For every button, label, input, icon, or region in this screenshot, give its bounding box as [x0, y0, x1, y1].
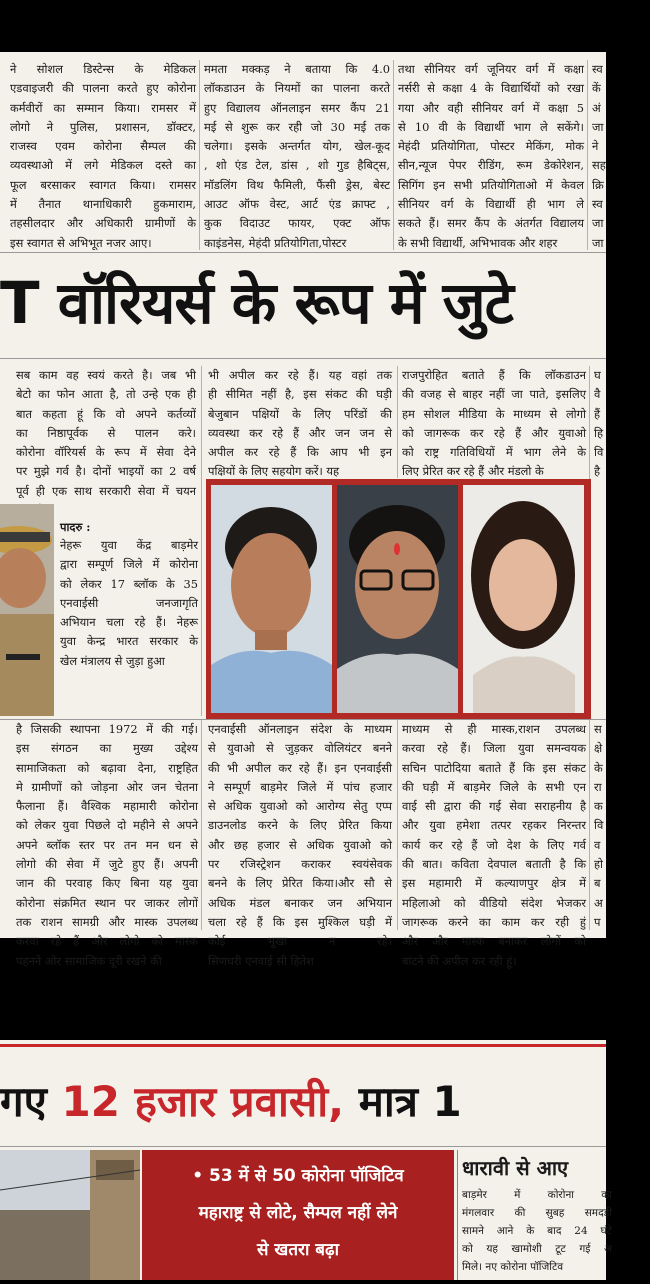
mid-col2-line: बेजुबान पक्षियों के लिए परिंडों की	[208, 406, 392, 421]
mid-col1-line: सब काम वह स्वयं करते है। जब भी	[16, 368, 196, 382]
top-column-1	[10, 60, 196, 252]
mid-column-4	[594, 366, 614, 484]
mid-col4-line: वि	[594, 445, 604, 460]
mid-col3-line: को जागरूक कर रहे हैं और युवाओ	[402, 425, 586, 440]
bottom-col3-line: जागरूक करने का काम कर रही हुं	[402, 914, 586, 929]
bottom-col4-line: के	[594, 760, 603, 775]
top-column-2	[204, 60, 390, 252]
police-officer-photo	[0, 504, 54, 716]
padru-label: पादरु :	[60, 520, 91, 534]
bottom-col2-line: सिणधरी एनवाई सी हितेश	[208, 953, 314, 968]
bottom-col1-line: सामाजिकता को बढ़ावा देना, राष्ट्रहित	[16, 760, 198, 775]
padru-line: नेहरू युवा केंद्र बाड़मेर	[60, 538, 198, 552]
padru-line: युवा केन्द्र भारत सरकार के	[60, 634, 198, 649]
mid-col1-line: का निष्ठापूर्वक से पालन करे।	[16, 425, 196, 440]
bottom-col3-line: की घड़ी में बाड़मेर जिले के सभी एन	[402, 779, 586, 794]
headline-suffix: मात्र 1	[358, 1077, 462, 1126]
bottom-col4-line: क	[594, 799, 603, 814]
top-col3-line: सिगिंग इन सभी प्रतियोगिताओ में केवल	[398, 177, 584, 192]
padru-line: खेल मंत्रालय से जुड़ा हुआ	[60, 653, 165, 668]
bottom-col3-line: इस महामारी में कल्याणपुर क्षेत्र में	[402, 876, 586, 891]
mid-col3-line: हम सोशल मीडिया के माध्यम से लोगो	[402, 406, 586, 421]
bottom-col4-line: हो	[594, 857, 603, 872]
top-col3-line: सीनियर वर्ग के विद्यार्थी ही भाग ले	[398, 197, 584, 212]
bottom-col1-line: अपने ब्लॉक स्तर पर तन मन धन से	[16, 837, 198, 852]
newspaper-clipping-main	[0, 52, 606, 968]
top-col2-line: आउट ऑफ वेस्ट, आर्ट एंड क्राफ्ट ,	[204, 197, 390, 212]
portrait-man-glasses	[337, 485, 458, 713]
side-story-line: को यह खामोशी टूट गई अ	[462, 1243, 612, 1255]
headline-prefix: गए	[0, 1077, 47, 1126]
bottom-col3-line: महिलाओ को वीडियो संदेश भेजकर	[402, 895, 586, 910]
bottom-col1-line: इस संगठन का मुख्य उद्देश्य	[16, 741, 198, 756]
section-rule	[0, 1044, 606, 1047]
bottom-col2-line: एनवाईसी ऑनलाइन संदेश के माध्यम	[208, 722, 392, 736]
top-col4-line: स्व	[592, 62, 603, 76]
bottom-col1-line: है जिसकी स्थापना 1972 में की गई।	[16, 722, 198, 736]
bottom-col2-line: चला रहे हैं कि इस मुश्किल घड़ी में	[208, 914, 392, 929]
mid-col4-line: वै	[594, 387, 601, 402]
mid-col1-line: कोरोना वॉरियर्स के रूप में सेवा देने	[16, 445, 196, 460]
top-col1-line: एडवाइजरी की पालना करते हुए कोरोना	[10, 81, 196, 96]
side-story-line: मंगलवार की सुबह समदड़ी	[462, 1207, 612, 1219]
mid-col3-line: राजपुरोहित बताते हैं कि लॉकडाउन	[402, 368, 586, 382]
bottom-col3-line: सचिन पाटोदिया बताते हैं कि इस संकट	[402, 760, 586, 775]
top-col1-line: कर्मवीरों का सम्मान किया। रामसर में	[10, 100, 196, 115]
top-col4-line: कें	[592, 81, 601, 96]
top-column-3	[398, 60, 584, 252]
bottom-col2-line: अधिक मंडल बनाकर जन अभियान	[208, 895, 392, 910]
bottom-col1-line: मे ग्रामीणों को जोड़ना ओर जन चेतना	[16, 779, 198, 794]
side-story-line: बाड़मेर में कोरोना का	[462, 1189, 612, 1201]
padru-line: एनवाईसी जनजागृति	[60, 595, 198, 610]
bottom-col3-line: माध्यम से ही मास्क,राशन उपलब्ध	[402, 722, 586, 736]
bottom-col2-line: डाउनलोड करने के लिए प्रेरित किया	[208, 818, 392, 833]
headline-red: 12 हजार प्रवासी,	[61, 1077, 345, 1126]
mid-col2-line: अपील कर रहे हैं कि आप भी इन	[208, 445, 392, 460]
mid-col3-line: लिए प्रेरित कर रहे हैं और मंडलो के	[402, 464, 544, 479]
top-col2-line: चलेगा। इसके अन्तर्गत योग, खेल-कूद	[204, 139, 390, 154]
bottom-col3-line: कार्य कर रहे हैं जो देश के लिए गर्व	[402, 837, 586, 852]
bottom-col1-line: को लेकर युवा पिछले दो महीने से अपने	[16, 818, 198, 833]
side-story-text	[462, 1186, 612, 1276]
top-col1-line: व्यवस्थाओ में लगे मेडिकल दस्ते का	[10, 158, 196, 173]
mid-col2-line: ही सीमित नहीं है, इस संकट की घड़ी	[208, 387, 392, 402]
highlight-line-3: से खतरा बढ़ा	[257, 1240, 339, 1260]
newspaper-clipping-secondary	[0, 1040, 612, 1280]
top-col1-line: तहसीलदार और अधिकारी ग्रामीणों के	[10, 216, 196, 231]
mid-col1-line: बेटो का फोन आता है, तो उन्हे एक ही	[16, 387, 196, 402]
bottom-col2-line: से अधिक युवाओ को आरोग्य सेतु एप्प	[208, 799, 392, 814]
top-col4-line: सह	[592, 158, 606, 173]
mid-col1-line: बात कहता हूं कि वो अपने कर्तव्यों	[16, 406, 196, 421]
top-col1-line: में तैनात थानाधिकारी हुकमाराम,	[10, 197, 196, 212]
mid-col4-line: है	[594, 464, 601, 479]
bottom-col2-line: से युवाओ से जुड़कर वोलियंटर बनने	[208, 741, 392, 756]
bottom-col2-line: और छह हजार से अधिक युवाओ को	[208, 837, 392, 852]
bottom-col3-line: बांटने की अपील कर रही हूं।	[402, 953, 517, 968]
bottom-col4-line: ब	[594, 876, 601, 891]
top-col3-line: सीन,न्यूज पेपर रीडिंग, रूम डेकोरेशन,	[398, 158, 584, 173]
bottom-column-1	[16, 720, 198, 976]
bottom-col1-line: करवा रहे हैं और लोगो को मास्क	[16, 934, 198, 949]
top-col4-line: जा	[592, 216, 604, 231]
mid-col4-line: हि	[594, 425, 603, 440]
mid-col4-line: घ	[594, 368, 601, 382]
top-col1-line: फूल बरसाकर स्वागत किया। रामसर	[10, 177, 196, 192]
bottom-col1-line: पहनने ओर सामाजिक दूरी रखने की	[16, 953, 162, 968]
main-headline: T वॉरियर्स के रूप में जुटे	[0, 269, 513, 337]
padru-line: अभियान चला रहे हैं। नेहरू	[60, 615, 198, 630]
top-col2-line: , शो एंड टेल, डांस , शो गुड हैबिट्स,	[204, 158, 390, 173]
bottom-col2-line: की भी अपील कर रहे हैं। इन एनवाईसी	[208, 760, 392, 775]
top-col3-line: सकते हैं। समर कैंप के अंतर्गत विद्यालय	[398, 216, 584, 231]
top-col2-line: मॉडलिंग विथ फैमिली, फैंसी ड्रेस, बेस्ट	[204, 177, 390, 192]
mid-col1-line: पूर्व ही एक साथ सरकारी सेवा में चयन	[16, 483, 196, 498]
padru-line: द्वारा सम्पूर्ण जिले में कोरोना	[60, 557, 198, 572]
top-col3-line: तथा सीनियर वर्ग जूनियर वर्ग में कक्षा	[398, 62, 584, 76]
padru-column	[60, 536, 198, 686]
bottom-col4-line: व	[594, 837, 601, 852]
top-col4-line: क्रि	[592, 177, 604, 192]
bottom-col4-line: स	[594, 722, 602, 736]
top-col2-line: काइंडनेस, मेहंदी प्रतियोगिता,पोस्टर	[204, 235, 347, 250]
top-col1-line: राजस्व एवम कोरोना सैम्पल की	[10, 139, 196, 154]
secondary-headline	[0, 1060, 650, 1144]
top-col3-line: गया और वही सीनियर वर्ग में कक्षा 5	[398, 100, 584, 115]
bottom-col2-line: ने सम्पूर्ण बाड़मेर जिले में पांच हजार	[208, 779, 392, 794]
bottom-col3-line: और और मास्क बनाकर लोगों को	[402, 934, 586, 949]
top-col2-line: ममता मक्कड़ ने बताया कि 4.0	[204, 62, 390, 76]
bottom-column-4	[594, 720, 614, 976]
bottom-column-2	[208, 720, 392, 976]
bottom-col2-line: कोई भूखा न रहे।	[208, 934, 392, 949]
highlight-box	[142, 1150, 454, 1280]
bottom-col4-line: अ	[594, 895, 603, 910]
mid-column-1	[16, 366, 196, 526]
top-col2-line: हुए विद्यालय ऑनलाइन समर कैंप 21	[204, 100, 390, 115]
building-photo	[0, 1150, 140, 1280]
mid-col2-line: पक्षियों के लिए सहयोग करें। यह	[208, 464, 340, 479]
bottom-col1-line: तक राशन सामग्री और मास्क उपलब्ध	[16, 914, 198, 929]
side-story-line: सामने आने के बाद 24 घंटे	[462, 1225, 612, 1237]
top-col4-line: जा	[592, 235, 604, 250]
bottom-col1-line: लोगो की सेवा में जुटे हुए हैं। अपनी	[16, 857, 198, 872]
mid-col2-line: व्यवस्था कर रहे हैं और जन जन से	[208, 425, 392, 440]
mid-column-3	[402, 366, 586, 484]
bottom-col1-line: जान की परवाह किए बिना यह युवा	[16, 876, 198, 891]
mid-col4-line: हैं	[594, 406, 601, 421]
top-col4-line: ने	[592, 139, 599, 154]
bottom-col3-line: और युवा हमेशा तत्पर रहकर निरन्तर	[402, 818, 586, 833]
mid-col2-line: भी अपील कर रहे हैं। यह वहां तक	[208, 368, 392, 382]
top-col4-line: जा	[592, 119, 604, 134]
side-story-line: मिले। नए कोरोना पॉजिटिव	[462, 1261, 564, 1273]
bottom-col1-line: फैलाना हैं। वैश्विक महामारी कोरोना	[16, 799, 198, 814]
top-col3-line: के सभी विद्यार्थी, अभिभावक और शहर	[398, 235, 558, 250]
portrait-frame	[206, 479, 591, 719]
bottom-col4-line: प	[594, 914, 601, 929]
mid-col3-line: को राष्ट्र गतिविधियों में भाग लेने के	[402, 445, 586, 460]
top-col4-line: स्व	[592, 197, 603, 212]
highlight-line-1: • 53 में से 50 कोरोना पॉजिटिव	[192, 1166, 404, 1186]
bottom-col4-line: वि	[594, 818, 604, 833]
top-col4-line: अं	[592, 100, 601, 115]
top-col2-line: लॉकडाउन के नियमों का पालना करते	[204, 81, 390, 96]
top-col2-line: कुक विदाउट फायर, एक्ट ऑफ	[204, 216, 390, 231]
top-col3-line: से 10 वी के विद्यार्थी भाग ले सकेंगे।	[398, 119, 584, 134]
side-story-title: धारावी से आए	[462, 1156, 569, 1180]
bottom-col3-line: करवा रहे हैं। जिला युवा समन्वयक	[402, 741, 586, 756]
top-col3-line: मेहंदी प्रतियोगिता, पोस्टर मेकिंग, मोक	[398, 139, 584, 154]
padru-line: को लेकर 17 ब्लॉक के 35	[60, 576, 198, 591]
top-col3-line: नर्सरी से कक्षा 4 के विद्यार्थियों को रखा	[398, 81, 584, 96]
top-col1-line: ने सोशल डिस्टेन्स के मेडिकल	[10, 62, 196, 76]
top-col1-line: इस स्वागत से अभिभूत नजर आए।	[10, 235, 152, 250]
bottom-col2-line: पर रजिस्ट्रेशन कराकर स्वयंसेवक	[208, 857, 392, 872]
bottom-column-3	[402, 720, 586, 976]
top-column-4	[592, 60, 612, 252]
mid-col1-line: पर मुझे गर्व है। दोनों भाइयों का 2 वर्ष	[16, 464, 196, 479]
bottom-col2-line: बनने के लिए प्रेरित किया।और सौ से	[208, 876, 392, 891]
portrait-woman	[463, 485, 584, 713]
top-col2-line: मई से शुरू कर रही जो 30 मई तक	[204, 119, 390, 134]
mid-col3-line: की वजह से बाहर नहीं जा पाते, इसलिए	[402, 387, 586, 402]
mid-column-2	[208, 366, 392, 484]
top-col1-line: लोगो ने पुलिस, प्रशासन, डॉक्टर,	[10, 119, 196, 134]
bottom-col3-line: की बात। कविता देवपाल बताती है कि	[402, 857, 586, 872]
bottom-col3-line: वाई सी द्वारा की गई सेवा सराहनीय है	[402, 799, 586, 814]
bottom-col4-line: रा	[594, 779, 602, 794]
portrait-young-man	[211, 485, 332, 713]
bottom-col4-line: क्षे	[594, 741, 603, 756]
bottom-col1-line: कोरोना संक्रमित स्थान पर जाकर लोगों	[16, 895, 198, 910]
highlight-line-2: महाराष्ट्र से लोटे, सैम्पल नहीं लेने	[198, 1203, 398, 1223]
